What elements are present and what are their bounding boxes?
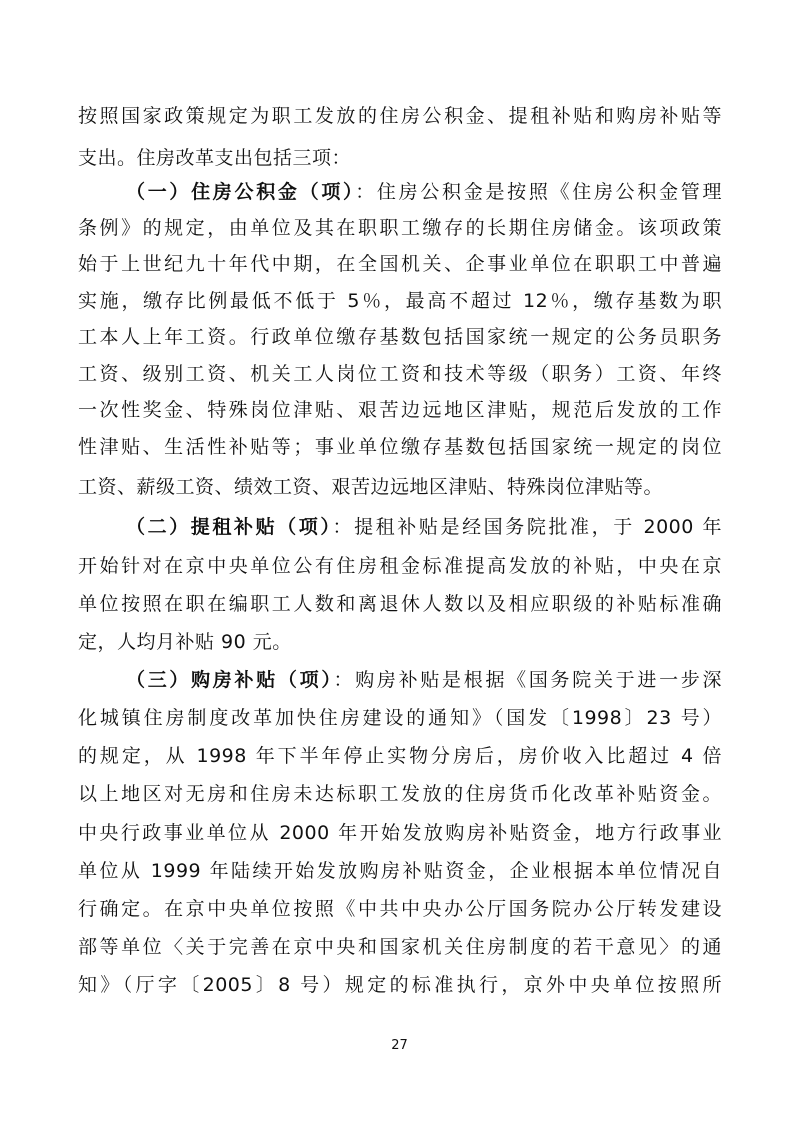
page-number: 27 <box>391 1038 408 1053</box>
text-line: 始于上世纪九十年代中期，在全国机关、企事业单位在职职工中普遍 <box>78 253 722 275</box>
section-line-housing-fund <box>126 179 722 205</box>
section-line-rent-subsidy <box>126 514 722 540</box>
text-line: 的规定，从 1998 年下半年停止实物分房后，房价收入比超过 4 倍 <box>78 745 722 767</box>
text-line: 单位从 1999 年陆续开始发放购房补贴资金，企业根据本单位情况自 <box>78 860 722 882</box>
section-text: ：购房补贴是根据《国务院关于进一步深 <box>333 669 722 691</box>
text-line: 工本人上年工资。行政单位缴存基数包括国家统一规定的公务员职务 <box>78 326 722 348</box>
text-line: 中央行政事业单位从 2000 年开始发放购房补贴资金，地方行政事业 <box>78 822 722 844</box>
section-line-purchase-subsidy <box>126 667 722 693</box>
text-line: 开始针对在京中央单位公有住房租金标准提高发放的补贴，中央在京 <box>78 555 722 577</box>
text-line: 定，人均月补贴 90 元。 <box>78 631 292 653</box>
section-text: ：住房公积金是按照《住房公积金管理 <box>355 181 722 203</box>
text-line: 知》（厅字〔2005〕8 号）规定的标准执行，京外中央单位按照所 <box>78 974 722 996</box>
text-line: 部等单位〈关于完善在京中央和国家机关住房制度的若干意见〉的通 <box>78 936 722 958</box>
text-line: 化城镇住房制度改革加快住房建设的通知》（国发〔1998〕23 号） <box>78 707 722 729</box>
text-line: 工资、薪级工资、绩效工资、艰苦边远地区津贴、特殊岗位津贴等。 <box>78 476 664 498</box>
text-line: 支出。住房改革支出包括三项： <box>78 147 352 169</box>
text-line: 性津贴、生活性补贴等；事业单位缴存基数包括国家统一规定的岗位 <box>78 436 722 458</box>
text-line: 一次性奖金、特殊岗位津贴、艰苦边远地区津贴，规范后发放的工作 <box>78 399 722 421</box>
text-line: 以上地区对无房和住房未达标职工发放的住房货币化改革补贴资金。 <box>78 783 722 805</box>
section-heading-purchase-subsidy: （三）购房补贴（项） <box>126 669 334 691</box>
section-text: ：提租补贴是经国务院批准，于 2000 年 <box>332 516 722 538</box>
section-heading-rent-subsidy: （二）提租补贴（项） <box>126 516 333 538</box>
text-line: 单位按照在职在编职工人数和离退休人数以及相应职级的补贴标准确 <box>78 593 722 615</box>
text-line: 条例》的规定，由单位及其在职职工缴存的长期住房储金。该项政策 <box>78 217 722 239</box>
text-line: 按照国家政策规定为职工发放的住房公积金、提租补贴和购房补贴等 <box>78 105 722 127</box>
text-line: 行确定。在京中央单位按照《中共中央办公厅国务院办公厅转发建设 <box>78 898 722 920</box>
section-heading-housing-fund: （一）住房公积金（项） <box>126 181 356 203</box>
text-line: 工资、级别工资、机关工人岗位工资和技术等级（职务）工资、年终 <box>78 363 722 385</box>
text-line: 实施，缴存比例最低不低于 5％，最高不超过 12％，缴存基数为职 <box>78 290 722 312</box>
